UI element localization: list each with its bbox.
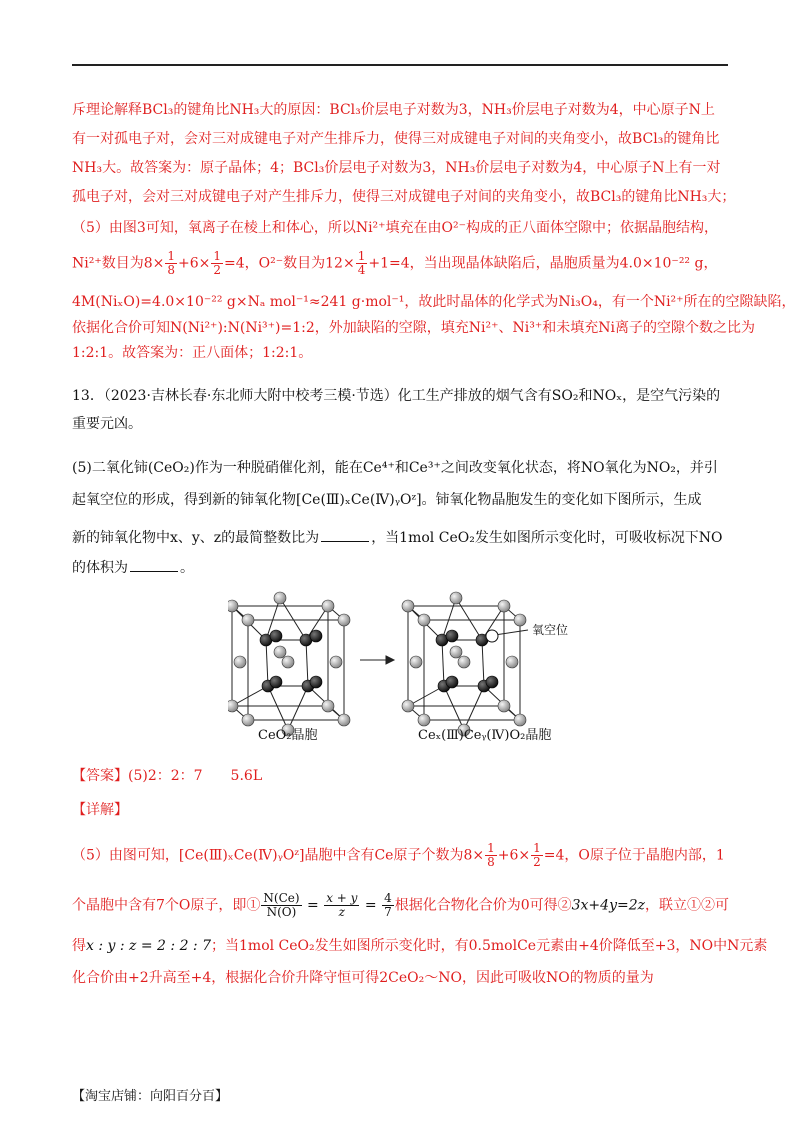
ce-atoms xyxy=(228,592,350,736)
answer-line: 【答案】(5)2：2：7 5.6L xyxy=(72,768,263,784)
text-line: 起氧空位的形成，得到新的铈氧化物[Ce(Ⅲ)ₓCe(Ⅳ)ᵧOᶻ]。铈氧化物晶胞发生的变化如下图所示，生成 xyxy=(72,492,702,508)
header-rule xyxy=(72,64,728,66)
text-line: 依据化合价可知N(Ni²⁺):N(Ni³⁺)=1:2，外加缺陷的空隙，填充Ni²⁺、Ni³⁺和未填充Ni离子的空隙个数之比为 xyxy=(72,320,755,336)
text-line: 重要元凶。 xyxy=(72,416,142,432)
fraction: $\frac{4}{7}$ xyxy=(384,891,392,919)
text-line: 得x : y : z = 2 : 2 : 7；当1mol CeO₂发生如图所示变化时，有0.5molCe元素由+4价降低至+3，NO中N元素 xyxy=(72,938,768,954)
text-line: 孤电子对，会对三对成键电子对产生排斥力，使得三对成键电子对间的夹角变小，故BCl₃的键角比NH₃大； xyxy=(72,189,736,205)
text-line: NH₃大。故答案为：原子晶体；4；BCl₃价层电子对数为3，NH₃价层电子对数为4，中心原子N上有一对 xyxy=(72,160,721,176)
text-line: 有一对孤电子对，会对三对成键电子对产生排斥力，使得三对成键电子对间的夹角变小，故BCl₃的键角比 xyxy=(72,131,720,147)
fraction: $\frac{1}{8}$ xyxy=(167,249,176,277)
fraction: $\frac{N(Ce)}{N(O)}$ xyxy=(263,891,300,919)
text-line: 新的铈氧化物中x、y、z的最简整数比为 ，当1mol CeO₂发生如图所示变化时，可吸收标况下NO xyxy=(72,530,723,546)
right-caption: Ceₓ(Ⅲ)Ceᵧ(Ⅳ)O₂晶胞 xyxy=(418,728,552,743)
transform-arrow xyxy=(360,656,394,664)
fraction: $\frac{1}{2}$ xyxy=(533,841,541,869)
text-line: （5）由图3可知，氧离子在棱上和体心，所以Ni²⁺填充在由O²⁻构成的正八面体空隙中；依据晶胞结构， xyxy=(72,220,719,236)
footer: 【淘宝店铺：向阳百分百】 xyxy=(72,1089,229,1104)
fraction: $\frac{1}{8}$ xyxy=(487,841,495,869)
text-line: Ni²⁺数目为8× $\frac{1}{8}$ +6× $\frac{1}{2}$ =4，O²⁻数目为12× $\frac{1}{4}$ +1=4，当出现晶体缺陷后，晶胞质量为4.0×10⁻²² g， xyxy=(72,249,718,277)
text-line: 斥理论解释BCl₃的键角比NH₃大的原因：BCl₃价层电子对数为3，NH₃价层电子对数为4，中心原子N上 xyxy=(72,102,715,118)
text-line: 个晶胞中含有7个O原子，即① $\frac{N(Ce)}{N(O)}$ = $\frac{x + y}{z}$ = $\frac{4}{7}$ 根据化合物化合价为0可得②3x+4y=2z，联立①②可 xyxy=(72,891,729,919)
fraction: $\frac{1}{2}$ xyxy=(213,249,222,277)
oxygen-vacancy xyxy=(486,630,498,642)
text-line: 的体积为 。 xyxy=(72,560,194,576)
fraction: $\frac{x + y}{z}$ xyxy=(326,891,358,919)
answer-blank xyxy=(321,541,369,542)
text-line: 4M(NiₓO)=4.0×10⁻²² g×Nₐ mol⁻¹≈241 g·mol⁻¹，故此时晶体的化学式为Ni₃O₄，有一个Ni²⁺所在的空隙缺陷， xyxy=(72,294,796,310)
vacancy-label: 氧空位 xyxy=(532,623,569,637)
fraction: $\frac{1}{4}$ xyxy=(357,249,366,277)
answer-blank xyxy=(130,571,178,572)
detail-heading: 【详解】 xyxy=(72,802,128,818)
question-title: 13．（2023·吉林长春·东北师大附中校考三模·节选）化工生产排放的烟气含有SO₂和NOₓ，是空气污染的 xyxy=(72,388,721,404)
text-line: 化合价由+2升高至+4，根据化合价升降守恒可得2CeO₂～NO，因此可吸收NO的物质的量为 xyxy=(72,970,654,986)
ce-atoms xyxy=(402,592,526,736)
left-caption: CeO₂晶胞 xyxy=(258,728,318,743)
text-line: （5）由图可知，[Ce(Ⅲ)ₓCe(Ⅳ)ᵧOᶻ]晶胞中含有Ce原子个数为8× $\frac{1}{8}$ +6× $\frac{1}{2}$ =4，O原子位于晶胞内部，1 xyxy=(72,841,725,869)
text-line: (5)二氧化铈(CeO₂)作为一种脱硝催化剂，能在Ce⁴⁺和Ce³⁺之间改变氧化状态，将NO氧化为NO₂，并引 xyxy=(72,460,718,476)
text-line: 1:2:1。故答案为：正八面体；1:2:1。 xyxy=(72,345,313,361)
